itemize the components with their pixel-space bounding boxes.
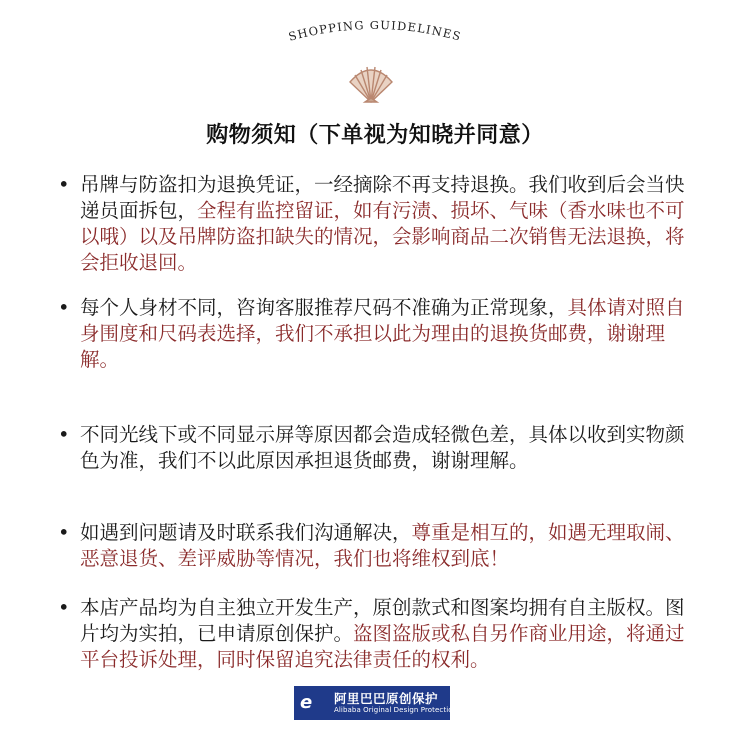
alibaba-protection-badge [294,686,458,720]
item-5-text: 本店产品均为自主独立开发生产，原创款式和图案均拥有自主版权。图片均为实拍，已申请原创保护。 [80,596,685,645]
guideline-item-4 [58,520,698,572]
shopping-guidelines-heading [255,8,495,58]
item-1-red-text: 全程有监控留证，如有污渍、损坏、气味（香水味也不可以哦）以及吊牌防盗扣缺失的情况，会影响商品二次销售无法退换，将会拒收退回。 [80,199,685,274]
bullet: • [58,296,70,319]
badge-chinese-text: 阿里巴巴原创保护 [334,691,439,706]
bullet: • [58,596,70,619]
bullet: • [58,173,70,196]
item-1-text: 吊牌与防盗扣为退换凭证，一经摘除不再支持退换。我们收到后会当快递员面拆包， [80,173,685,222]
bullet: • [58,521,70,544]
arc-heading-text: SHOPPING GUIDELINES [286,17,464,44]
bullet: • [58,423,70,446]
item-2-text: 每个人身材不同，咨询客服推荐尺码不准确为正常现象， [80,296,568,319]
guideline-item-3 [58,422,698,474]
guideline-item-1 [58,172,698,276]
guideline-item-5 [58,595,698,673]
page-title: 购物须知（下单视为知晓并同意） [206,123,544,148]
badge-english-text: Alibaba Original Design Protection [334,706,458,714]
item-5-red-text: 盗图盗版或私自另作商业用途，将通过平台投诉处理，同时保留追究法律责任的权利。 [80,622,685,671]
guideline-item-2 [58,295,698,373]
item-2-red-text: 具体请对照自身围度和尺码表选择，我们不承担以此为理由的退换货邮费，谢谢理解。 [80,296,685,371]
item-4-red-text: 尊重是相互的，如遇无理取闹、恶意退货、差评威胁等情况，我们也将维权到底！ [80,521,685,570]
seashell-icon [346,62,396,106]
item-3-text: 不同光线下或不同显示屏等原因都会造成轻微色差，具体以收到实物颜色为准，我们不以此原因承担退货邮费，谢谢理解。 [80,423,685,472]
item-4-text: 如遇到问题请及时联系我们沟通解决， [80,521,412,544]
svg-text:SHOPPING GUIDELINES [287,18,463,44]
alibaba-logo-icon: e [300,692,313,713]
